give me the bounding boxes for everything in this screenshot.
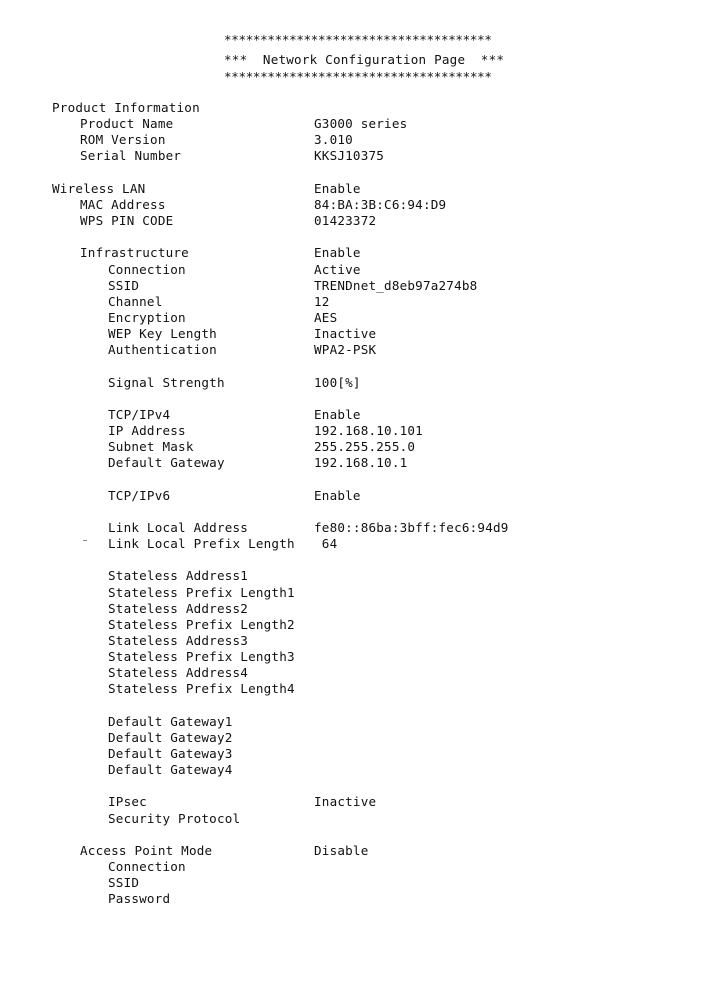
config-label: Stateless Address4 bbox=[108, 665, 249, 681]
config-row bbox=[0, 601, 707, 617]
config-label: Signal Strength bbox=[108, 374, 225, 390]
config-label: Product Name bbox=[80, 116, 174, 132]
config-label: WPS PIN CODE bbox=[80, 213, 174, 229]
config-label: Stateless Prefix Length4 bbox=[108, 681, 295, 697]
config-value: KKSJ10375 bbox=[314, 148, 385, 164]
config-row bbox=[0, 407, 707, 423]
config-label: SSID bbox=[108, 277, 140, 293]
config-row bbox=[0, 455, 707, 471]
config-value: G3000 series bbox=[314, 116, 408, 132]
config-row bbox=[0, 375, 707, 391]
config-label: Stateless Prefix Length2 bbox=[108, 616, 295, 632]
config-row bbox=[0, 213, 707, 229]
config-row bbox=[0, 730, 707, 746]
config-label: Stateless Prefix Length1 bbox=[108, 584, 295, 600]
config-value: Enable bbox=[314, 180, 361, 196]
config-label: SSID bbox=[108, 875, 140, 891]
config-row bbox=[0, 875, 707, 891]
page-title: *** Network Configuration Page *** bbox=[224, 52, 505, 67]
config-label: Default Gateway1 bbox=[108, 713, 233, 729]
config-label: Subnet Mask bbox=[108, 439, 194, 455]
config-row bbox=[0, 843, 707, 859]
config-value: Inactive bbox=[314, 326, 377, 342]
config-row bbox=[0, 633, 707, 649]
config-row bbox=[0, 423, 707, 439]
config-label: Stateless Prefix Length3 bbox=[108, 649, 295, 665]
config-label: Wireless LAN bbox=[52, 180, 146, 196]
config-label: WEP Key Length bbox=[108, 326, 217, 342]
config-row bbox=[0, 310, 707, 326]
config-label: Link Local Address bbox=[108, 519, 249, 535]
config-row bbox=[0, 488, 707, 504]
config-value: Enable bbox=[314, 245, 361, 261]
config-row bbox=[0, 148, 707, 164]
config-value: AES bbox=[314, 310, 338, 325]
config-row bbox=[0, 245, 707, 261]
config-value: 3.010 bbox=[314, 132, 353, 148]
config-row bbox=[0, 891, 707, 907]
config-label: Connection bbox=[108, 859, 186, 874]
config-label: Password bbox=[108, 891, 171, 907]
config-label: Stateless Address2 bbox=[108, 600, 249, 616]
config-row bbox=[0, 859, 707, 875]
config-value: 64 bbox=[314, 536, 338, 551]
config-row bbox=[0, 762, 707, 778]
config-row bbox=[0, 794, 707, 810]
config-row bbox=[0, 342, 707, 358]
config-value: 192.168.10.1 bbox=[314, 455, 408, 471]
config-value: 100[%] bbox=[314, 374, 361, 390]
config-label: Stateless Address1 bbox=[108, 568, 249, 584]
config-label: IP Address bbox=[108, 423, 186, 438]
config-label: ROM Version bbox=[80, 132, 166, 148]
config-row bbox=[0, 746, 707, 762]
config-row bbox=[0, 520, 707, 536]
config-label: Connection bbox=[108, 261, 186, 277]
config-value: 192.168.10.101 bbox=[314, 423, 423, 438]
config-label: TCP/IPv4 bbox=[108, 406, 171, 422]
config-label: TCP/IPv6 bbox=[108, 487, 171, 503]
config-label: Default Gateway bbox=[108, 455, 225, 471]
config-row bbox=[0, 132, 707, 148]
config-label: Authentication bbox=[108, 342, 217, 358]
config-label: Encryption bbox=[108, 310, 186, 325]
config-value: TRENDnet_d8eb97a274b8 bbox=[314, 277, 478, 293]
config-row bbox=[0, 714, 707, 730]
config-value: Inactive bbox=[314, 794, 377, 810]
config-row bbox=[0, 617, 707, 633]
config-value: 12 bbox=[314, 293, 330, 309]
config-label: Default Gateway2 bbox=[108, 729, 233, 745]
config-label: Default Gateway3 bbox=[108, 746, 233, 761]
config-row bbox=[0, 197, 707, 213]
config-label: Default Gateway4 bbox=[108, 762, 233, 778]
config-value: fe80::86ba:3bff:fec6:94d9 bbox=[314, 519, 509, 535]
config-label: Security Protocol bbox=[108, 810, 241, 826]
stray-mark bbox=[83, 540, 87, 541]
config-value: 84:BA:3B:C6:94:D9 bbox=[314, 196, 447, 212]
config-label: Link Local Prefix Length bbox=[108, 536, 295, 551]
config-label: Product Information bbox=[52, 100, 200, 115]
config-label: MAC Address bbox=[80, 196, 166, 212]
config-row bbox=[0, 568, 707, 584]
config-value: WPA2-PSK bbox=[314, 342, 377, 358]
config-row bbox=[0, 649, 707, 665]
config-value: 255.255.255.0 bbox=[314, 439, 416, 455]
config-row bbox=[0, 439, 707, 455]
config-row bbox=[0, 262, 707, 278]
config-value: Enable bbox=[314, 487, 361, 503]
config-row bbox=[0, 681, 707, 697]
config-value: 01423372 bbox=[314, 213, 377, 229]
config-label: Access Point Mode bbox=[80, 842, 213, 858]
config-value: Active bbox=[314, 261, 361, 277]
config-row bbox=[0, 116, 707, 132]
config-label: Serial Number bbox=[80, 148, 182, 164]
config-row bbox=[0, 278, 707, 294]
config-row bbox=[0, 181, 707, 197]
config-value: Disable bbox=[314, 842, 369, 858]
config-label: Channel bbox=[108, 293, 163, 309]
config-row bbox=[0, 100, 707, 116]
config-row bbox=[0, 585, 707, 601]
config-label: Stateless Address3 bbox=[108, 632, 249, 648]
header-border-bottom: ************************************* bbox=[224, 69, 492, 84]
config-row bbox=[0, 665, 707, 681]
config-row bbox=[0, 811, 707, 827]
config-row bbox=[0, 536, 707, 552]
config-value: Enable bbox=[314, 406, 361, 422]
config-row bbox=[0, 294, 707, 310]
config-label: Infrastructure bbox=[80, 245, 189, 261]
config-label: IPsec bbox=[108, 794, 147, 810]
header-border-top: ************************************* bbox=[224, 32, 492, 47]
config-row bbox=[0, 326, 707, 342]
